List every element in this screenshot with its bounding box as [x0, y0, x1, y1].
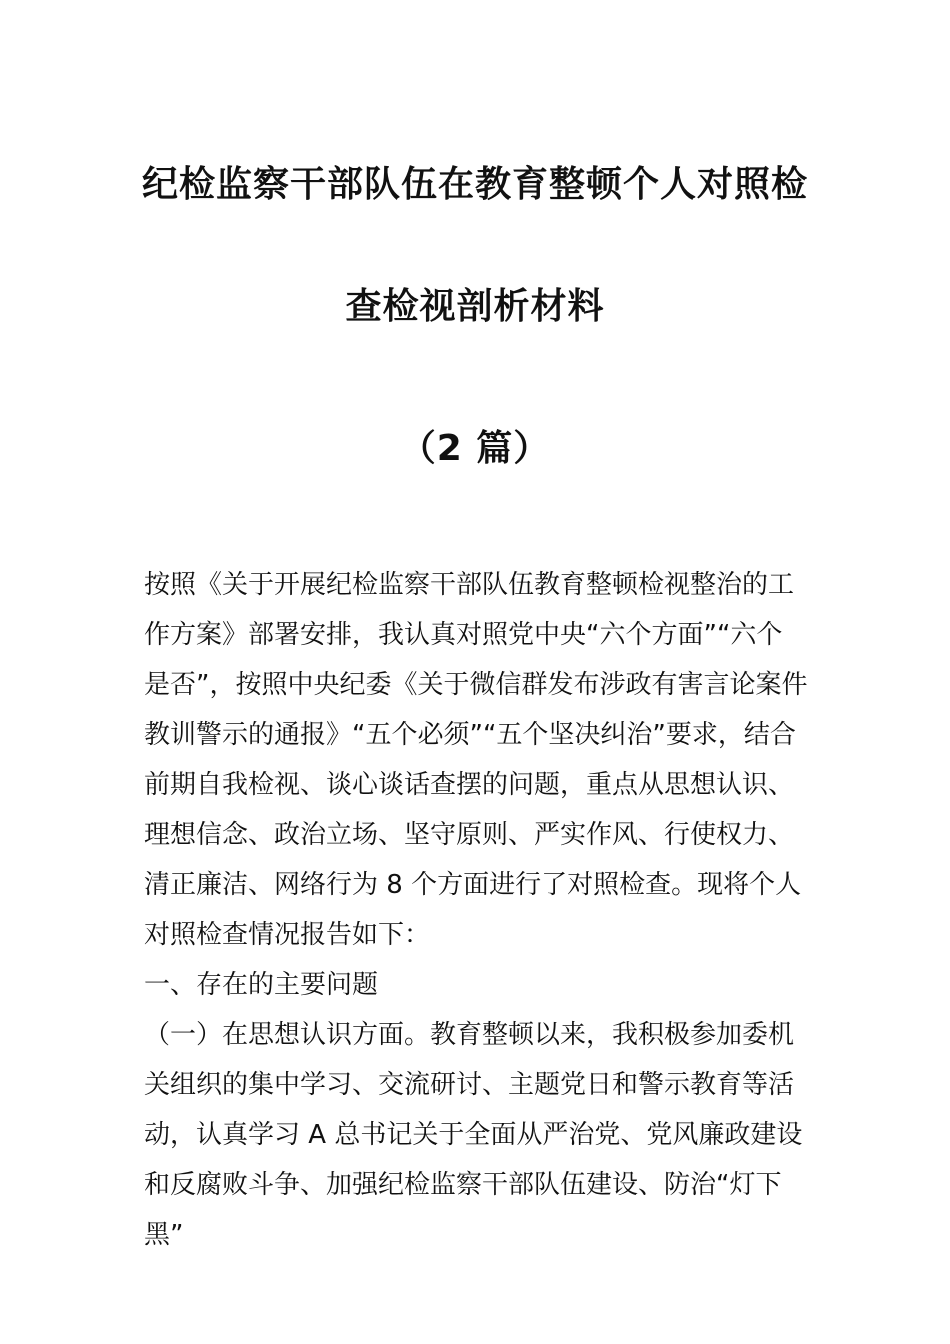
document-title-line-1: 纪检监察干部队伍在教育整顿个人对照检 [141, 164, 808, 205]
document-title-line-2: 查检视剖析材料 [345, 286, 605, 327]
section-heading: 一、存在的主要问题 [144, 970, 379, 1000]
document-subtitle-count: （2 篇） [399, 428, 551, 469]
intro-paragraph: 按照《关于开展纪检监察干部队伍教育整顿检视整治的工作方案》部署安排，我认真对照党中央“六个方面”“六个是否”，按照中央纪委《关于微信群发布涉政有害言论案件教训警示的通报》“五个必须”“五个坚决纠治”要求，结合前期自我检视、谈心谈话查摆的问题，重点从思想认识、理想信念、政治立场、坚守原则、严实作风、行使权力、清正廉洁、网络行为 8 个方面进行了对照检查。现将个人对照检查情况报告如下： [144, 570, 808, 950]
subsection-paragraph: （一）在思想认识方面。教育整顿以来，我积极参加委机关组织的集中学习、交流研讨、主题党日和警示教育等活动，认真学习 A 总书记关于全面从严治党、党风廉政建设和反腐败斗争、加强纪检监察干部队伍建设、防治“灯下黑” [144, 1020, 803, 1250]
document-body [144, 560, 808, 1260]
